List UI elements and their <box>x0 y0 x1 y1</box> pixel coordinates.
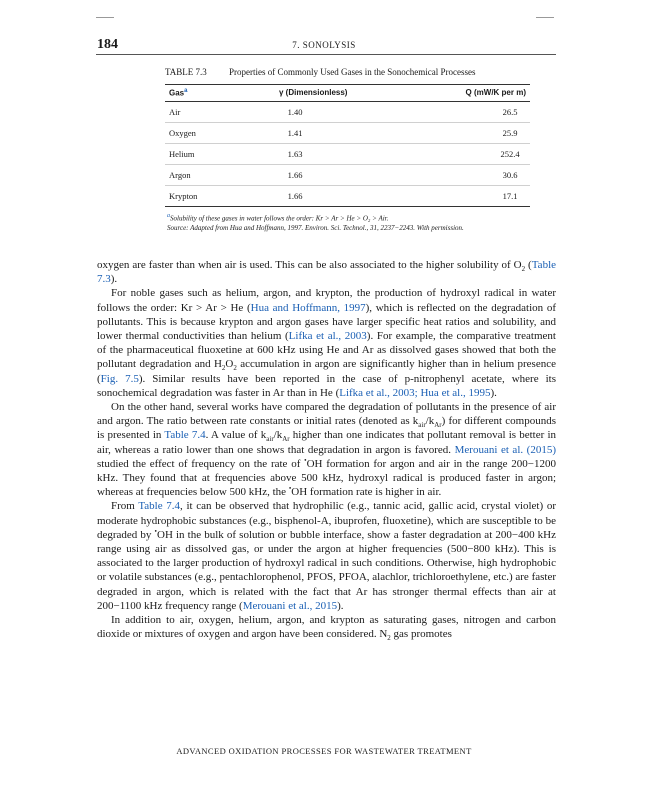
column-header-q: Q (mW/K per m) <box>429 85 530 102</box>
cell-gamma: 1.41 <box>287 127 303 138</box>
table-link[interactable]: Table 7.4 <box>138 500 181 513</box>
table-label: TABLE 7.3 <box>165 67 207 77</box>
table-caption <box>165 66 530 78</box>
cell-q: 30.6 <box>502 169 518 180</box>
table-link[interactable]: Table 7.4 <box>164 429 206 442</box>
cell-gamma: 1.63 <box>287 148 303 159</box>
table-7-3 <box>165 66 530 233</box>
citation-link[interactable]: Table 7.3 <box>97 259 557 286</box>
citation-link[interactable]: Hua and Hoffmann, 1997 <box>250 301 366 314</box>
page-number: 184 <box>97 37 118 52</box>
table-row <box>165 101 530 122</box>
paragraph-5: In addition to air, oxygen, helium, argon, and krypton as saturating gases, nitrogen and carbon dioxide or mixtures of oxygen and argon have been considered. $N_2$ gas promotes <box>97 614 556 643</box>
cell-gas: Argon <box>165 164 279 185</box>
citation-link[interactable]: Lifka et al., 2003; Hua et al., 1995 <box>339 386 491 399</box>
crop-mark-right <box>536 17 554 18</box>
footnote-marker: a <box>184 88 188 94</box>
header-rule <box>96 54 556 55</box>
cell-q: 17.1 <box>502 190 518 201</box>
paragraph-3: On the other hand, several works have compared the degradation of pollutants in the presence of air and argon. The ratio between rate constants or initial rates (denoted as $k_{air}/k_{Ar}$) for different compounds is presented in Table 7.4. A value of $k_{air}/k_{Ar}$ higher than one indicates that pollutant removal is better in air, whereas a ratio lower than one shows that degradation in argon is favored. Merouani et al. (2015) studied the effect of frequency on the rate of •OH formation for argon and air in the range 200−1200 kHz. They found that at frequencies above 500 kHz, hydroxyl radical is produced faster in argon; whereas at frequencies below 500 kHz, the •OH formation rate is higher in air. <box>97 401 557 499</box>
table-row <box>165 143 530 164</box>
table-row <box>165 185 530 206</box>
paragraph-2: For noble gases such as helium, argon, and krypton, the production of hydroxyl radical in water follows the order: Kr > Ar > He (Hua and Hoffmann, 1997), which is reflected on the degradation of pollutants. This is because krypton and argon gases have larger specific heat ratios and solubility, and lower thermal conductivities than helium (Lifka et al., 2003). For example, the comparative treatment of the pharmaceutical fluoxetine at 600 kHz using He and Ar as dissolved gases showed that both the pollutant degradation and $H_2O_2$ accumulation in argon are significantly higher than in helium presence (Fig. 7.5). Similar results have been reported in the case of p-nitrophenyl acetate, where its sonochemical degradation was faster in Ar than in He (Lifka et al., 2003; Hua et al., 1995). <box>97 287 556 399</box>
cell-q: 252.4 <box>500 148 520 159</box>
cell-q: 26.5 <box>502 106 518 117</box>
page-footer: ADVANCED OXIDATION PROCESSES FOR WASTEWATER TREATMENT <box>176 746 472 756</box>
footnote-marker: a <box>167 212 170 219</box>
citation-link[interactable]: Lifka et al., 2003 <box>288 330 367 343</box>
column-header-gas: Gas$^a$ <box>165 85 279 102</box>
citation-link[interactable]: Merouani et al., 2015 <box>242 599 338 612</box>
paragraph-1: oxygen are faster than when air is used. This can be also associated to the higher solubility of $O_2$ (Table 7.3). <box>97 259 557 286</box>
paragraph-4: From Table 7.4, it can be observed that hydrophilic (e.g., tannic acid, gallic acid, crystal violet) or moderate hydrophobic substances (e.g., bisphenol-A, ibuprofen, fluoxetine), which are susceptible to be degraded by •OH in the bulk of solution or bubble interface, show a faster degradation at 200−400 kHz range using air as dissolved gas, or under the argon at higher frequencies (500−800 kHz). This is associated to the larger production of hydroxyl radical in such conditions. Otherwise, high hydrophobic or volatile substances (e.g., pentachlorophenol, PFOS, PFOA, alachlor, trichloroethylene, etc.) are faster degraded in argon, which is related with the fact that Ar has stronger thermal effects than air at 200−1100 kHz frequency range (Merouani et al., 2015). <box>97 500 557 612</box>
cell-gas: Krypton <box>165 185 279 206</box>
table-header-row <box>165 85 530 102</box>
running-head: 7. SONOLYSIS <box>292 40 356 50</box>
cell-gas: Air <box>165 101 279 122</box>
table-title: Properties of Commonly Used Gases in the Sonochemical Processes <box>229 67 476 77</box>
cell-gas: Oxygen <box>165 122 279 143</box>
column-header-gamma: γ (Dimensionless) <box>279 85 429 102</box>
crop-mark-left <box>96 17 114 18</box>
cell-gamma: 1.40 <box>287 106 303 117</box>
figure-link[interactable]: Fig. 7.5 <box>100 372 139 385</box>
table-footnote: aSolubility of these gases in water follows the order: Kr > Ar > He > O₂ > Air. <box>167 212 389 222</box>
table-row <box>165 122 530 143</box>
citation-link[interactable]: Merouani et al. (2015) <box>454 443 557 456</box>
gas-properties-table <box>165 84 530 207</box>
cell-gamma: 1.66 <box>287 190 303 201</box>
table-footnotes <box>165 211 530 233</box>
cell-gas: Helium <box>165 143 279 164</box>
table-row <box>165 164 530 185</box>
table-source: Source: Adapted from Hua and Hoffmann, 1997. Environ. Sci. Technol., 31, 2237−2243. With permission. <box>167 223 464 232</box>
cell-q: 25.9 <box>502 127 518 138</box>
body-text <box>97 258 556 641</box>
cell-gamma: 1.66 <box>287 169 303 180</box>
